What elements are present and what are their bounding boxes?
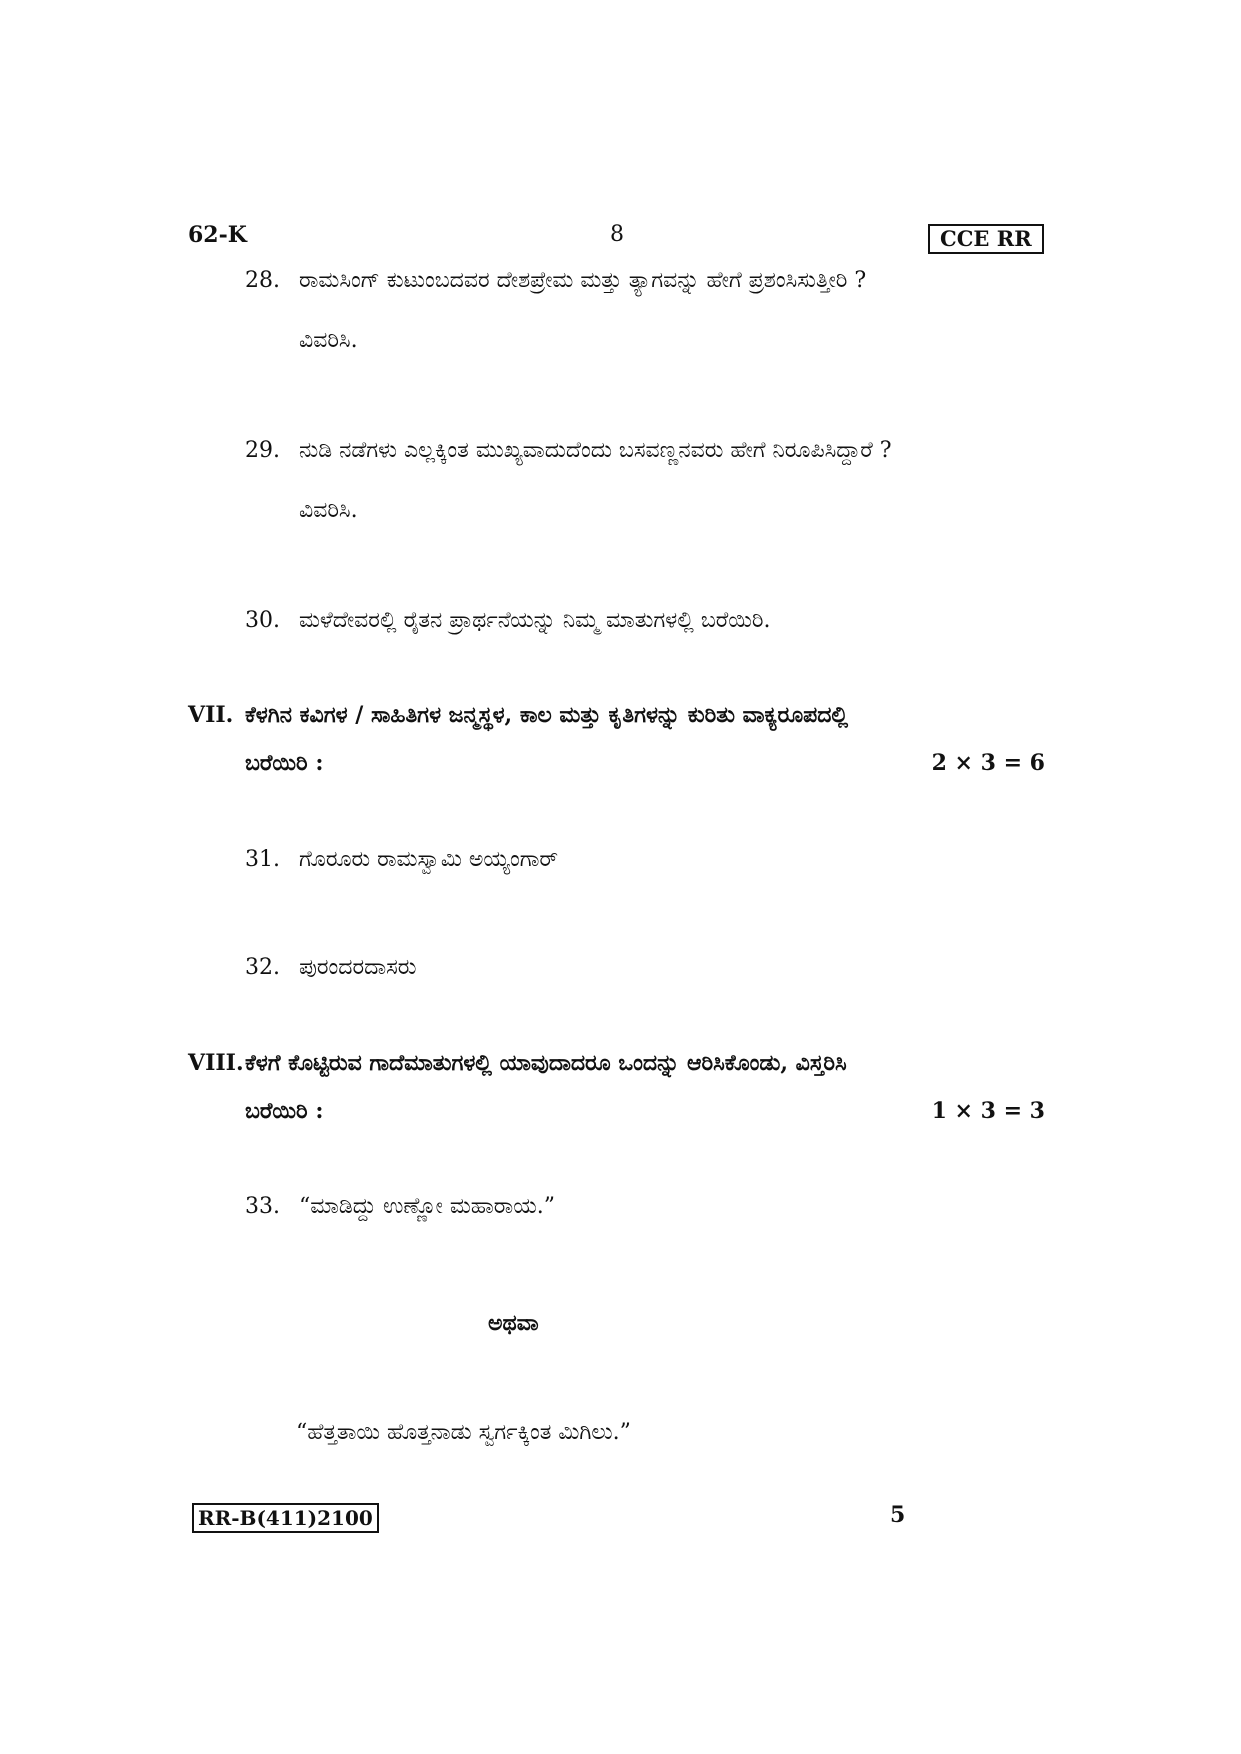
question-31 bbox=[245, 847, 558, 872]
question-text: ಮಳೆದೇವರಲ್ಲಿ ರೈತನ ಪ್ರಾರ್ಥನೆಯನ್ನು ನಿಮ್ಮ ಮಾತುಗಳಲ್ಲಿ ಬರೆಯಿರಿ. bbox=[299, 608, 771, 633]
question-28 bbox=[245, 268, 866, 293]
proverb-one: “ಮಾಡಿದ್ದು ಉಣ್ಣೋ ಮಹಾರಾಯ.” bbox=[299, 1194, 555, 1219]
sheet-number: 5 bbox=[890, 1502, 906, 1528]
section-viii-marks: 1 × 3 = 3 bbox=[931, 1098, 1045, 1124]
question-text: ನುಡಿ ನಡೆಗಳು ಎಲ್ಲಕ್ಕಿಂತ ಮುಖ್ಯವಾದುದೆಂದು ಬಸವಣ್ಣನವರು ಹೇಗೆ ನಿರೂಪಿಸಿದ್ದಾರೆ ? bbox=[299, 438, 892, 463]
question-number: 30. bbox=[245, 608, 280, 633]
section-vii-marks: 2 × 3 = 6 bbox=[931, 750, 1045, 776]
proverb-two: “ಹೆತ್ತತಾಯಿ ಹೊತ್ತನಾಡು ಸ್ವರ್ಗಕ್ಕಿಂತ ಮಿಗಿಲು.” bbox=[296, 1420, 631, 1445]
question-text: ರಾಮಸಿಂಗ್ ಕುಟುಂಬದವರ ದೇಶಪ್ರೇಮ ಮತ್ತು ತ್ಯಾಗವನ್ನು ಹೇಗೆ ಪ್ರಶಂಸಿಸುತ್ತೀರಿ ? bbox=[299, 268, 867, 293]
section-vii-instruction-cont: ಬರೆಯಿರಿ : bbox=[245, 750, 324, 776]
section-viii-instruction-cont: ಬರೆಯಿರಿ : bbox=[245, 1098, 324, 1124]
question-number: 33. bbox=[245, 1194, 280, 1219]
question-text: ಪುರಂದರದಾಸರು bbox=[299, 955, 417, 980]
question-29 bbox=[245, 438, 892, 463]
question-number: 29. bbox=[245, 438, 280, 463]
question-33 bbox=[245, 1194, 555, 1219]
question-32 bbox=[245, 955, 416, 980]
question-28-continuation: ವಿವರಿಸಿ. bbox=[299, 328, 358, 353]
footer-code: RR-B(411)2100 bbox=[192, 1503, 379, 1533]
section-viii-numeral: VIII. bbox=[188, 1050, 244, 1076]
section-vii-numeral: VII. bbox=[188, 702, 234, 728]
question-30 bbox=[245, 608, 770, 633]
question-number: 32. bbox=[245, 955, 280, 980]
page-number: 8 bbox=[610, 222, 624, 247]
question-number: 31. bbox=[245, 847, 280, 872]
section-viii-instruction: ಕೆಳಗೆ ಕೊಟ್ಟಿರುವ ಗಾದೆಮಾತುಗಳಲ್ಲಿ ಯಾವುದಾದರೂ ಒಂದನ್ನು ಆರಿಸಿಕೊಂಡು, ವಿಸ್ತರಿಸಿ bbox=[245, 1050, 847, 1076]
section-vii-instruction: ಕೆಳಗಿನ ಕವಿಗಳ / ಸಾಹಿತಿಗಳ ಜನ್ಮಸ್ಥಳ, ಕಾಲ ಮತ್ತು ಕೃತಿಗಳನ್ನು ಕುರಿತು ವಾಕ್ಯರೂಪದಲ್ಲಿ bbox=[245, 702, 849, 728]
question-29-continuation: ವಿವರಿಸಿ. bbox=[299, 498, 358, 523]
question-text: ಗೊರೂರು ರಾಮಸ್ವಾಮಿ ಅಯ್ಯಂಗಾರ್ bbox=[299, 847, 559, 872]
question-number: 28. bbox=[245, 268, 280, 293]
series-badge: CCE RR bbox=[928, 224, 1044, 254]
paper-code: 62-K bbox=[188, 222, 247, 248]
or-label: ಅಥವಾ bbox=[488, 1310, 539, 1336]
